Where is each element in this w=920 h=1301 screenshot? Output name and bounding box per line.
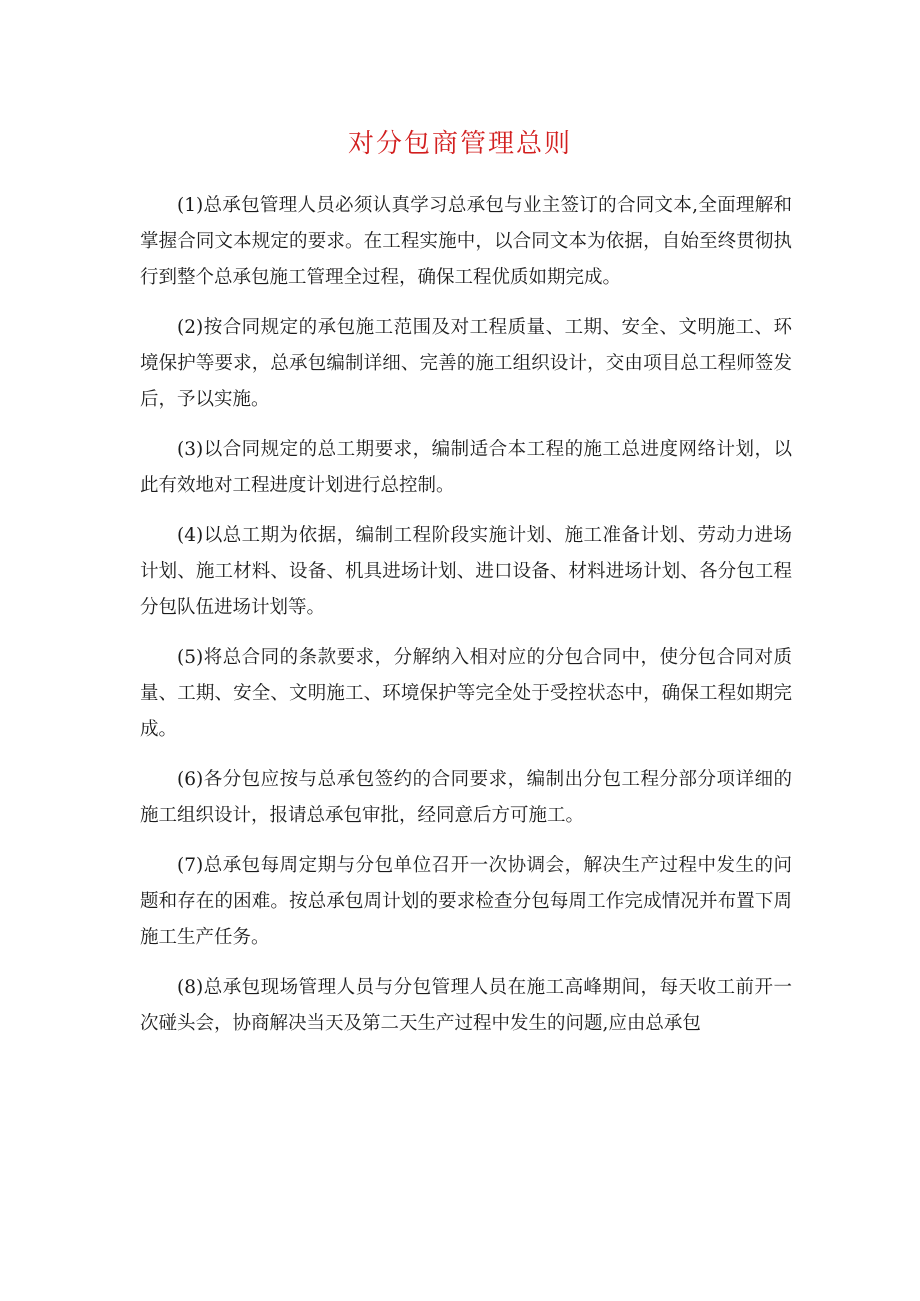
document-body: [140, 188, 792, 1056]
paragraph-4: (4)以总工期为依据，编制工程阶段实施计划、施工准备计划、劳动力进场计划、施工材料、设备、机具进场计划、进口设备、材料进场计划、各分包工程分包队伍进场计划等。: [140, 525, 792, 618]
paragraph-2: (2)按合同规定的承包施工范围及对工程质量、工期、安全、文明施工、环境保护等要求，总承包编制详细、完善的施工组织设计，交由项目总工程师签发后，予以实施。: [140, 317, 792, 410]
page-title: 对分包商管理总则: [347, 129, 572, 159]
paragraph-5: (5)将总合同的条款要求，分解纳入相对应的分包合同中，使分包合同对质量、工期、安全、文明施工、环境保护等完全处于受控状态中，确保工程如期完成。: [140, 647, 792, 740]
paragraph-6: (6)各分包应按与总承包签约的合同要求，编制出分包工程分部分项详细的施工组织设计，报请总承包审批，经同意后方可施工。: [140, 769, 792, 826]
paragraph-7: (7)总承包每周定期与分包单位召开一次协调会，解决生产过程中发生的问题和存在的困难。按总承包周计划的要求检查分包每周工作完成情况并布置下周施工生产任务。: [140, 855, 792, 948]
paragraph-3: (3)以合同规定的总工期要求，编制适合本工程的施工总进度网络计划，以此有效地对工程进度计划进行总控制。: [140, 439, 792, 496]
paragraph-8: (8)总承包现场管理人员与分包管理人员在施工高峰期间，每天收工前开一次碰头会，协商解决当天及第二天生产过程中发生的问题,应由总承包: [140, 977, 792, 1034]
paragraph-1: (1)总承包管理人员必须认真学习总承包与业主签订的合同文本,全面理解和掌握合同文本规定的要求。在工程实施中，以合同文本为依据，自始至终贯彻执行到整个总承包施工管理全过程，确保工程优质如期完成。: [140, 195, 792, 288]
